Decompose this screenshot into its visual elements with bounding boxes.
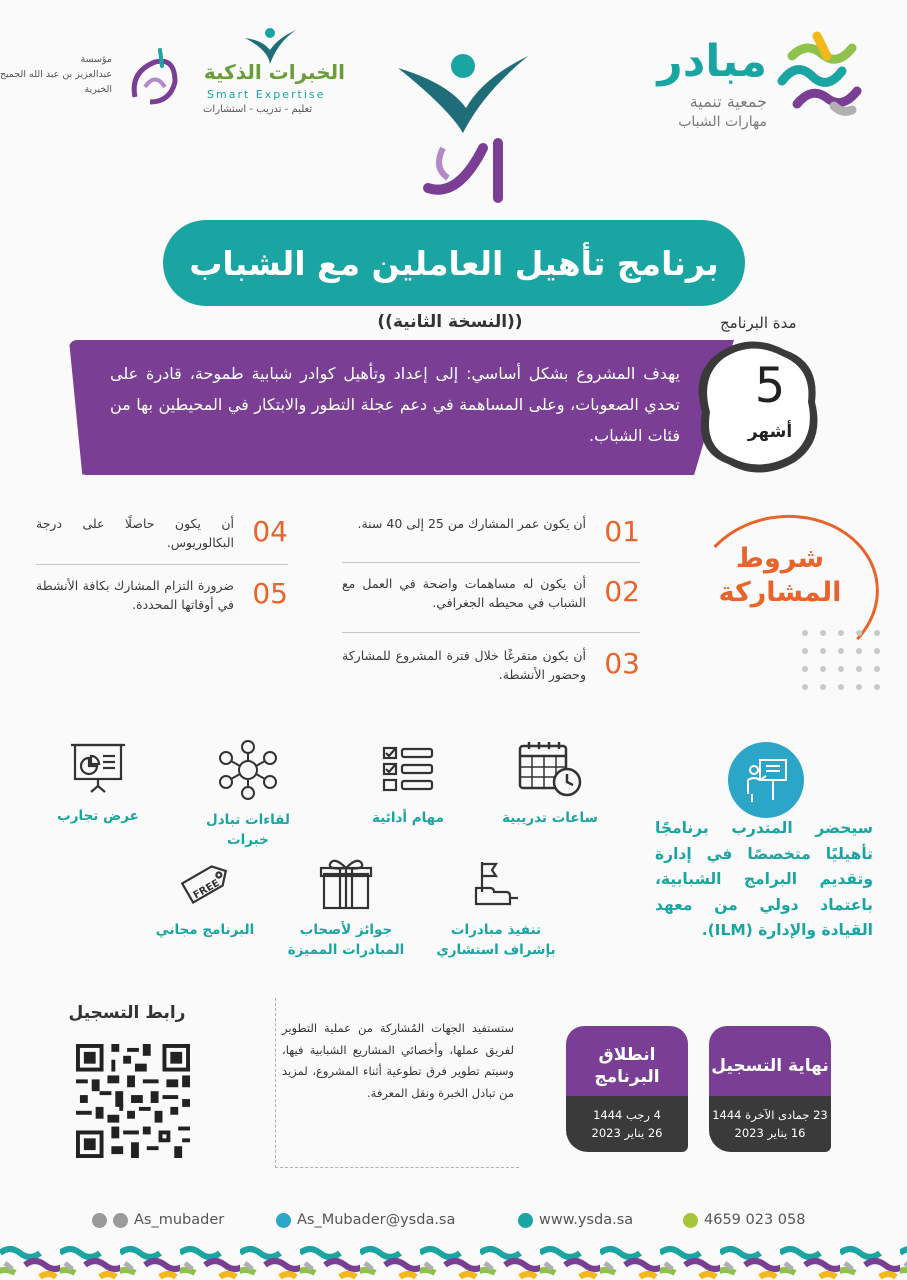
program-start-title: انطلاق البرنامج — [566, 1026, 688, 1096]
taheel-logo — [388, 38, 538, 208]
divider — [342, 562, 640, 563]
condition-item — [36, 576, 288, 615]
foundation-calligraphy-icon — [120, 42, 190, 112]
twitter-icon — [113, 1213, 128, 1228]
registration-end-card — [709, 1026, 831, 1152]
social-handle[interactable] — [92, 1212, 224, 1228]
feature-label: جوائز لأصحاب المبادرات المميزة — [287, 922, 405, 959]
duration-label: مدة البرنامج — [720, 314, 797, 332]
calendar-clock-icon — [517, 740, 583, 798]
condition-item — [342, 514, 640, 546]
foundation-line-3: الخيرية — [84, 84, 112, 95]
divider — [342, 632, 640, 633]
feature-performance-tasks — [348, 742, 468, 828]
mubader-subtitle-1: جمعية تنمية — [689, 92, 767, 111]
certificate-text: سيحضر المتدرب برنامجًا تأهيليًا متخصصًا في إدارة وتقديم البرامج الشبابية، باعتماد دولي من معهد القيادة والإدارة (ILM). — [655, 819, 873, 940]
condition-number: 03 — [604, 647, 640, 680]
program-start-hijri: 4 رجب 1444 — [593, 1107, 661, 1122]
participating-entities-note: ستستفيد الجهات المُشاركة من عملية التطوير لفريق عملها، وأخصائي المشاريع الشبابية فيها، وسيتم تطوير فرق تطوعية أثناء المشروع، لمزيد من تبادل الخبرة ونقل المعرفة. — [282, 1021, 514, 1100]
condition-number: 02 — [604, 575, 640, 608]
taheel-figure-icon — [388, 38, 538, 208]
gift-box-icon — [318, 856, 374, 910]
edition-subtitle: ((النسخة الثانية)) — [377, 312, 523, 332]
feature-label: ساعات تدريبية — [502, 810, 598, 826]
decorative-dots — [800, 628, 880, 698]
duration-number: 5 — [754, 358, 786, 414]
feature-experience-exchange — [188, 740, 308, 851]
conditions-title: شروط المشاركة — [718, 543, 842, 608]
phone-icon — [683, 1213, 698, 1228]
condition-text: أن يكون متفرغًا خلال فترة المشروع للمشاركة وحضور الأنشطة. — [342, 648, 586, 683]
feature-training-hours — [490, 740, 610, 828]
condition-item — [342, 646, 640, 685]
divider — [36, 564, 288, 565]
registration-end-hijri: 23 جمادى الآخرة 1444 — [712, 1107, 828, 1122]
registration-end-title: نهاية التسجيل — [709, 1026, 831, 1096]
foundation-line-1: مؤسسة — [80, 54, 112, 65]
checklist-icon — [380, 742, 436, 798]
phone-contact[interactable] — [683, 1212, 805, 1228]
program-start-gregorian: 26 يناير 2023 — [591, 1126, 663, 1140]
smart-arabic-name: الخبرات الذكية — [203, 60, 345, 84]
mubader-mark-icon — [772, 26, 867, 121]
condition-text: أن يكون حاصلًا على درجة البكالوريوس. — [36, 516, 234, 551]
mubader-subtitle-2: مهارات الشباب — [678, 114, 767, 130]
website-link[interactable] — [518, 1212, 633, 1228]
program-start-date — [566, 1096, 688, 1152]
feature-label: البرنامج مجاني — [155, 922, 255, 938]
globe-icon — [518, 1213, 533, 1228]
email-contact[interactable] — [276, 1212, 455, 1228]
svg-text:FREE: FREE — [191, 877, 222, 902]
decorative-wave-pattern — [0, 1243, 907, 1280]
intro-text: يهدف المشروع بشكل أساسي: إلى إعداد وتأهيل كوادر شبابية طموحة، قادرة على تحدي الصعوبات، وعلى المساهمة في دعم عجلة التطور والابتكار في المحيطين بها من فئات الشباب. — [110, 364, 680, 446]
program-start-card — [566, 1026, 688, 1152]
registration-qr-code[interactable] — [76, 1044, 190, 1158]
feature-label: مهام أدائية — [372, 810, 444, 826]
smart-tagline: تعليم - تدريب - استشارات — [203, 104, 313, 115]
page-title: برنامج تأهيل العاملين مع الشباب — [189, 243, 719, 283]
registration-end-gregorian: 16 يناير 2023 — [734, 1126, 806, 1140]
registration-link-title: رابط التسجيل — [68, 1003, 186, 1023]
website-text: www.ysda.sa — [539, 1212, 634, 1228]
condition-item — [36, 514, 288, 553]
registration-end-date — [709, 1096, 831, 1152]
feature-label: عرض تجارب — [57, 808, 139, 824]
presentation-board-icon — [69, 740, 127, 796]
certificate-icon-circle — [728, 742, 804, 818]
condition-text: أن يكون له مساهمات واضحة في العمل مع الشباب في محيطه الجغرافي. — [342, 576, 586, 611]
free-tag-icon — [175, 856, 235, 910]
feature-showcase — [38, 740, 158, 826]
instagram-icon — [92, 1213, 107, 1228]
contact-footer — [0, 1212, 907, 1240]
condition-text: ضرورة التزام المشارك بكافة الأنشطة في أوقاتها المحددة. — [36, 578, 234, 613]
feature-initiatives — [436, 858, 556, 961]
feature-label: لقاءات تبادل خبرات — [206, 812, 290, 849]
condition-text: أن يكون عمر المشارك من 25 إلى 40 سنة. — [357, 516, 586, 531]
feature-prizes — [286, 856, 406, 961]
title-banner — [163, 220, 745, 306]
email-text: As_Mubader@ysda.sa — [297, 1212, 456, 1228]
condition-item — [342, 574, 640, 613]
condition-number: 04 — [252, 515, 288, 548]
foundation-logo — [0, 42, 190, 112]
duration-unit: أشهر — [747, 422, 793, 442]
foundation-line-2: عبدالعزيز بن عبد الله الجميح — [0, 69, 112, 80]
condition-number: 01 — [604, 515, 640, 548]
condition-number: 05 — [252, 577, 288, 610]
feature-label: تنفيذ مبادرات بإشراف استشاري — [436, 922, 556, 959]
mubader-name: مبادر — [657, 36, 767, 87]
email-icon — [276, 1213, 291, 1228]
network-people-icon — [218, 740, 278, 800]
phone-text: 4659 023 058 — [704, 1212, 806, 1228]
social-handle-text: As_mubader — [134, 1212, 225, 1228]
presenter-icon — [744, 756, 790, 804]
flag-hand-icon — [470, 858, 522, 910]
mubader-logo — [605, 22, 885, 130]
smart-english-name: Smart Expertise — [207, 88, 326, 101]
feature-free — [145, 856, 265, 940]
smart-expertise-logo — [195, 28, 345, 118]
